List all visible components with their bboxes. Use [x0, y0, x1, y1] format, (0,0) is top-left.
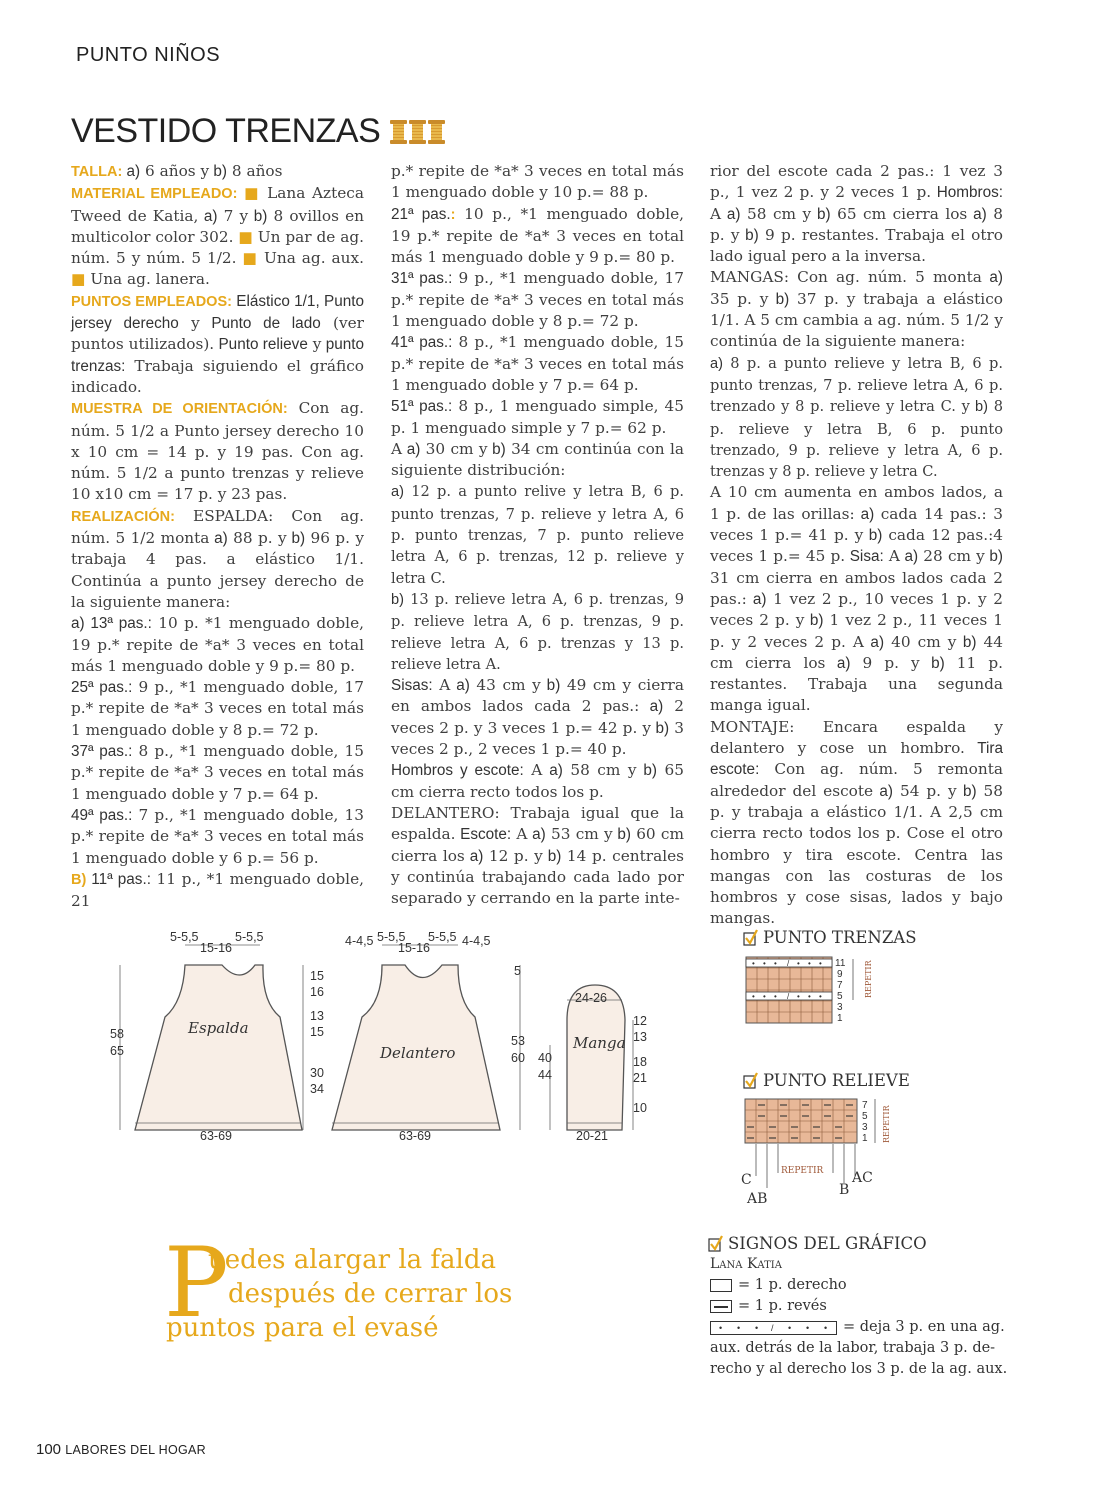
side-3: 13	[310, 1009, 324, 1023]
manga-bottom: 20-21	[576, 1129, 608, 1143]
letter-b: B	[839, 1182, 850, 1198]
step-13: a) 13ª pas.: 10 p. *1 menguado doble, 19 p.* repite de *a* 3 veces en total más 1 menguado doble y 9 p.= 80 p.	[71, 614, 364, 675]
pattern-title	[71, 112, 445, 151]
legend-cable-line2: aux. detrás de la labor, trabaja 3 p. de-	[710, 1340, 996, 1356]
trenzas-heading: PUNTO TRENZAS	[743, 928, 917, 947]
step-25: 25ª pas.: 9 p., *1 menguado doble, 17 p.* repite de *a* 3 veces en total más 1 menguado doble y 8 p.= 72 p.	[71, 678, 364, 739]
side-2: 16	[310, 985, 324, 999]
relieve-row-7: 7	[862, 1100, 868, 1111]
svg-text:•: •	[755, 1322, 759, 1333]
svg-text:/: /	[787, 992, 790, 1001]
relieve-repeat-bottom: REPETIR	[781, 1166, 824, 1176]
step-b11: B) 11ª pas.: 11 p., *1 menguado doble, 21	[71, 869, 364, 911]
espalda-neck: 15-16	[200, 941, 232, 955]
manga-shape	[567, 985, 625, 1130]
magazine-name: LABORES DEL HOGAR	[65, 1443, 206, 1457]
distribution-b: b) 13 p. relieve letra A, 6 p. trenzas, 9 p. relieve letra A, 6 p. trenzas, 9 p. relieve letra A, 6 p. trenzas y 13 p. relieve letra A.	[391, 590, 684, 673]
relieve-row-3: 3	[862, 1122, 868, 1133]
delantero-neck-depth: 5	[514, 964, 521, 978]
distribution-a: a) 12 p. a punto relive y letra B, 6 p. punto trenzas, 7 p. relieve y letra A, 6 p. punto trenzas, 7 p. punto relieve letra A, 6 p. trenzas, 12 p. relieve y letra C.	[391, 483, 684, 587]
side-4: 15	[310, 1025, 324, 1039]
talla-paragraph: TALLA: a) 6 años y b) 8 años	[71, 162, 283, 180]
delantero-height-a: 53	[511, 1034, 525, 1048]
svg-text:•: •	[774, 992, 777, 1001]
page-footer	[36, 1441, 206, 1458]
svg-text:•: •	[763, 992, 766, 1001]
row-3: 3	[837, 1002, 843, 1013]
cable-symbol-icon	[710, 1321, 837, 1335]
derecho-symbol-icon	[710, 1279, 732, 1292]
espalda-bottom: 63-69	[200, 1129, 232, 1143]
pull-quote-line-2: después de cerrar los	[228, 1279, 513, 1309]
delantero-height-b: 60	[511, 1051, 525, 1065]
manga-height-b: 44	[538, 1068, 552, 1082]
delantero-neck: 15-16	[398, 941, 430, 955]
svg-text:•: •	[763, 959, 766, 968]
svg-text:•: •	[808, 992, 811, 1001]
manga-top: 24-26	[575, 991, 607, 1005]
trenzas-repeat: REPETIR	[864, 960, 873, 998]
side-6: 34	[310, 1082, 324, 1096]
row-5: 5	[837, 991, 843, 1002]
relieve-repeat-side: REPETIR	[882, 1105, 891, 1143]
svg-text:•: •	[819, 959, 822, 968]
mangas-paragraph: MANGAS: Con ag. núm. 5 monta a) 35 p. y b) 37 p. y trabaja a elástico 1/1. A 5 cm cambia a ag. núm. 5 1/2 y continúa de la siguiente manera:	[710, 268, 1004, 351]
aumentos-paragraph: A 10 cm aumenta en ambos lados, a 1 p. de las orillas: a) cada 14 pas.: 3 veces 1 p.= 41 p. y b) cada 12 pas.:4 veces 1 p.= 45 p. Sisa: A a) 28 cm y b) 31 cm cierra en ambos lados cada 2 pas.: a) 1 vez 2 p., 10 veces 1 p. y 2 veces 2 p. y b) 1 vez 2 p., 11 veces 1 p. y 2 veces 2 p. A a) 40 cm y b) 44 cm cierra los a) 9 p. y b) 11 p. restantes. Trabaja una segunda manga igual.	[710, 483, 1003, 715]
chart-legend	[710, 1233, 1010, 1380]
svg-text:•: •	[752, 992, 755, 1001]
legend-derecho: = 1 p. derecho	[710, 1275, 1010, 1296]
delantero-top-mid-left: 5-5,5	[377, 930, 406, 944]
checkbox-icon	[708, 1235, 724, 1253]
letters-ac: AC	[852, 1170, 873, 1186]
delantero-top-mid-right: 5-5,5	[428, 930, 457, 944]
svg-text:•: •	[788, 1322, 792, 1333]
svg-text:•: •	[719, 1322, 723, 1333]
garment-schematics	[100, 920, 670, 1150]
text-column-2	[391, 161, 684, 909]
step-51: 51ª pas.: 8 p., 1 menguado simple, 45 p. 1 menguado simple y 7 p.= 62 p.	[391, 397, 684, 437]
drop-cap: P	[164, 1227, 229, 1339]
legend-cable-line3: recho y al derecho los 3 p. de la ag. aux.	[710, 1361, 1008, 1377]
section-title: PUNTO NIÑOS	[76, 44, 221, 66]
montaje-paragraph: MONTAJE: Encara espalda y delantero y cose un hombro. Tira escote: Con ag. núm. 5 remonta alrededor del escote a) 54 p. y b) 58 p. y trabaja a elástico 1/1. A 2,5 cm cierra recto todos los p. Cose el otro hombro y tira escote. Centra las mangas con las costuras de los hombros y cose sisas, lados y bajo mangas.	[710, 717, 1004, 928]
distribution-paragraph: A a) 30 cm y b) 34 cm continúa con la siguiente distribución:	[391, 439, 684, 480]
material-paragraph: MATERIAL EMPLEADO: ■ Lana Azteca Tweed de Katia, a) 7 y b) 8 ovillos en multicolor color 302. ■ Un par de ag. núm. 5 y núm. 5 1/2. ■ Una ag. aux. ■ Una ag. lanera.	[71, 184, 364, 289]
hombros-paragraph: Hombros y escote: A a) 58 cm y b) 65 cm cierra recto todos los p.	[391, 761, 684, 801]
realizacion-paragraph: REALIZACIÓN: ESPALDA: Con ag. núm. 5 1/2 monta a) 88 p. y b) 96 p. y trabaja 4 pas. a elástico 1/1. Continúa a punto jersey derecho de la siguiente manera:	[71, 506, 364, 611]
text-column-1	[71, 161, 364, 912]
svg-text:•: •	[774, 959, 777, 968]
espalda-label: Espalda	[188, 1019, 249, 1037]
muestra-paragraph: MUESTRA DE ORIENTACIÓN: Con ag. núm. 5 1/2 a Punto jersey derecho 10 x 10 cm = 14 p. y 19 pas. Con ag. núm. 5 1/2 a punto trenzas y relieve 10 x10 cm = 17 p. y 23 pas.	[71, 399, 364, 504]
row-11: 11	[835, 958, 846, 969]
svg-text:•: •	[819, 992, 822, 1001]
legend-cable: • • • / • • • = deja 3 p. en una ag.	[710, 1317, 1010, 1338]
manga-side-4: 21	[633, 1071, 647, 1085]
relieve-row-1: 1	[862, 1133, 868, 1144]
manga-side-2: 13	[633, 1030, 647, 1044]
espalda-top-right: 5-5,5	[235, 930, 264, 944]
pattern-title-text: VESTIDO TRENZAS	[71, 112, 381, 150]
row-9: 9	[837, 969, 843, 980]
spool-icon	[390, 120, 407, 144]
letters-ab: AB	[747, 1191, 768, 1207]
svg-text:•: •	[797, 992, 800, 1001]
svg-text:/: /	[771, 1322, 774, 1333]
manga-side-3: 18	[633, 1055, 647, 1069]
relieve-heading: PUNTO RELIEVE	[743, 1071, 910, 1090]
svg-text:•: •	[752, 959, 755, 968]
spool-icon	[409, 120, 426, 144]
espalda-top-left: 5-5,5	[170, 930, 199, 944]
espalda-height-a: 58	[110, 1027, 124, 1041]
svg-text:•: •	[808, 959, 811, 968]
step-49: 49ª pas.: 7 p., *1 menguado doble, 13 p.* repite de *a* 3 veces en total más 1 menguado doble y 6 p.= 56 p.	[71, 805, 364, 867]
espalda-height-b: 65	[110, 1044, 124, 1058]
manga-height-a: 40	[538, 1051, 552, 1065]
manga-side-5: 10	[633, 1101, 647, 1115]
pull-quote	[164, 1227, 526, 1345]
letter-c: C	[741, 1172, 752, 1188]
continued-text: p.* repite de *a* 3 veces en total más 1 menguado doble y 10 p.= 88 p.	[391, 162, 684, 202]
text-column-3	[710, 161, 1003, 930]
espalda-shape	[135, 965, 302, 1130]
svg-text:•: •	[824, 1322, 828, 1333]
trenzas-chart	[745, 956, 880, 1028]
step-41: 41ª pas.: 8 p., *1 menguado doble, 15 p.* repite de *a* 3 veces en total más 1 menguado doble y 7 p.= 64 p.	[391, 333, 684, 394]
delantero-paragraph: DELANTERO: Trabaja igual que la espalda. Escote: A a) 53 cm y b) 60 cm cierra los a) 12 p. y b) 14 p. centrales y continúa trabajando cada lado por separado y cerrando en la parte inte-	[391, 803, 685, 908]
step-21: 21ª pas.: 10 p., *1 menguado doble, 19 p.* repite de *a* 3 veces en total más 1 menguado doble y 9 p.= 80 p.	[391, 204, 685, 267]
svg-text:•: •	[797, 959, 800, 968]
row-7: 7	[837, 980, 843, 991]
reves-symbol-icon	[710, 1300, 732, 1313]
delantero-bottom: 63-69	[399, 1129, 431, 1143]
relieve-chart	[738, 1098, 898, 1208]
checkbox-icon	[743, 929, 759, 947]
delantero-label: Delantero	[380, 1044, 456, 1062]
side-1: 15	[310, 969, 324, 983]
manga-label: Manga	[573, 1034, 626, 1052]
spool-icon	[428, 120, 445, 144]
manga-side-1: 12	[633, 1014, 647, 1028]
step-31: 31ª pas.: 9 p., *1 menguado doble, 17 p.* repite de *a* 3 veces en total más 1 menguado doble y 8 p.= 72 p.	[391, 269, 684, 331]
side-5: 30	[310, 1066, 324, 1080]
legend-reves: = 1 p. revés	[710, 1296, 1010, 1317]
relieve-row-5: 5	[862, 1111, 868, 1122]
checkbox-icon	[743, 1072, 759, 1090]
puntos-paragraph: PUNTOS EMPLEADOS: Elástico 1/1, Punto jersey derecho y Punto de lado (ver puntos utilizados). Punto relieve y punto trenzas: Trabaja siguiendo el gráfico indicado.	[71, 292, 365, 396]
step-37: 37ª pas.: 8 p., *1 menguado doble, 15 p.* repite de *a* 3 veces en total más 1 menguado doble y 7 p.= 64 p.	[71, 742, 364, 803]
mangas-distribution: a) 8 p. a punto relieve y letra B, 6 p. punto trenzas, 7 p. relieve letra A, 6 p. trenzado y 8 p. relieve y letra C. y b) 8 p. relieve y letra B, 6 p. punto trenzado, 9 p. relieve y letra A, 6 p. trenzas y 8 p. relieve y letra C.	[710, 354, 1003, 481]
page-number: 100	[36, 1441, 62, 1458]
pull-quote-line-1: uedes alargar la falda	[208, 1245, 497, 1275]
legend-brand: Lana Katia	[710, 1256, 782, 1272]
hombros-delantero-paragraph: rior del escote cada 2 pas.: 1 vez 3 p., 1 vez 2 p. y 2 veces 1 p. Hombros: A a) 58 cm y b) 65 cm cierra los a) 8 p. y b) 9 p. restantes. Trabaja el otro lado igual pero a la inversa.	[710, 162, 1003, 266]
difficulty-spools	[390, 120, 445, 144]
sisas-paragraph: Sisas: A a) 43 cm y b) 49 cm y cierra en ambos lados cada 2 pas.: a) 2 veces 2 p. y 3 veces 1 p.= 42 p. y b) 3 veces 2 p., 2 veces 1 p.= 40 p.	[391, 676, 684, 759]
delantero-top-left: 4-4,5	[345, 934, 374, 948]
delantero-top-right: 4-4,5	[462, 934, 491, 948]
svg-text:•: •	[737, 1322, 741, 1333]
svg-text:/: /	[787, 959, 790, 968]
pull-quote-line-3: puntos para el evasé	[166, 1313, 439, 1343]
legend-heading: SIGNOS DEL GRÁFICO	[708, 1233, 1010, 1254]
svg-text:•: •	[806, 1322, 810, 1333]
row-1: 1	[837, 1013, 843, 1024]
